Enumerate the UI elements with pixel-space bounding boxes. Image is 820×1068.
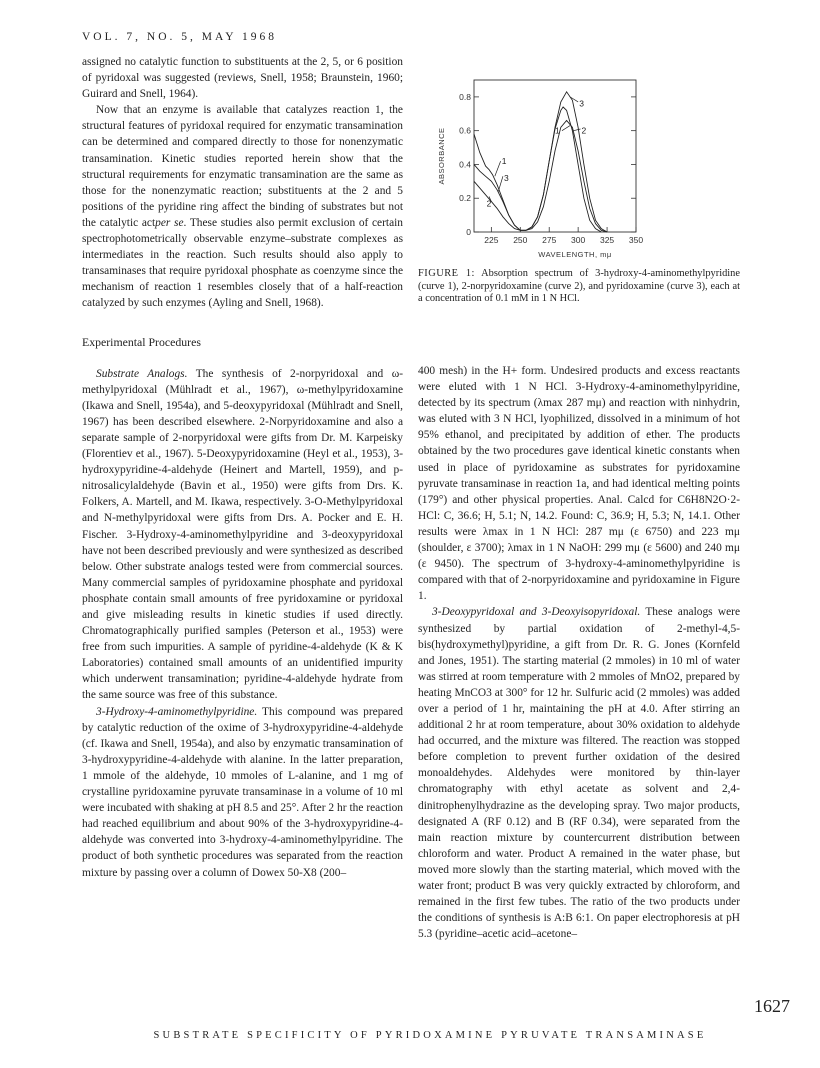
- absorption-spectrum-chart: [418, 66, 738, 262]
- section-heading: Experimental Procedures: [82, 334, 201, 349]
- y-tick-label: 0.6: [459, 125, 471, 136]
- x-tick-label: 300: [571, 235, 586, 245]
- paragraph-title: Substrate Analogs.: [96, 367, 188, 380]
- x-tick-label: 225: [484, 235, 499, 245]
- figure-1: [418, 66, 738, 267]
- plot-frame: [474, 80, 636, 232]
- curve-label: 3: [579, 98, 584, 109]
- running-footer: SUBSTRATE SPECIFICITY OF PYRIDOXAMINE PYRUVATE TRANSAMINASE: [153, 1030, 707, 1041]
- paragraph-title: 3-Hydroxy-4-aminomethylpyridine.: [96, 705, 258, 718]
- paragraph: Substrate Analogs. The synthesis of 2-norpyridoxal and ω-methylpyridoxal (Mühlradt et al., 1967), ω-methylpyridoxamine (Ikawa and Snell, 1954a), and 5-deoxypyridoxal (Mühlradt and Snell, 1967) has been described elsewhere. 2-Norpyridoxamine and also a separate sample of 2-norpyridoxal were gifts from Dr. M. Karpeisky (Florentiev et al., 1967). 5-Deoxypyridoxamine (Heyl et al., 1953), 3-hydroxypyridine-4-aldehyde (Heinert and Martell, 1959), and p-nitrosalicylaldehyde (Bavin et al., 1950) were gifts from Drs. K. Folkers, A. Martell, and M. Ikawa, respectively. 3-O-Methylpyridoxal and N-methylpyridoxal were gifts from Drs. A. Pocker and E. H. Fischer. 3-Hydroxy-4-aminomethylpyridine and 3-deoxypyridoxal have not been described previously and were synthesized as described below. Other substrate analogs tested were from commercial sources. Many commercial samples of pyridoxamine phosphate and pyridoxal phosphate contain small amounts of free pyridoxamine or pyridoxal and give misleading results in kinetic studies if used directly. Chromatographically purified samples (Peterson et al., 1953) were free from such impurities. A sample of pyridine-4-aldehyde (K & K Laboratories) contained small amounts of an unidentified impurity which underwent transamination; pyridine-4-aldehyde hydrate from the same source was free of this substance.: [82, 367, 403, 702]
- y-tick-label: 0.2: [459, 193, 471, 204]
- curve-label-leader: [562, 126, 570, 131]
- curve-label: 3: [504, 172, 509, 183]
- y-tick-label: 0.4: [459, 159, 471, 170]
- right-column: [418, 363, 740, 942]
- x-tick-label: 250: [513, 235, 528, 245]
- curve-label: 1: [554, 125, 560, 136]
- paragraph: Now that an enzyme is available that catalyzes reaction 1, the structural features of pyridoxal required for enzymatic transamination can be determined and compared directly to those for nonenzymatic transamination. Kinetic studies reported herein show that the structural requirements for enzymatic transamination are the same as those for the nonenzymatic reaction; substituents at the 2 and 5 positions of the pyridine ring affect the binding of substrates but not the catalytic actper se. These studies also permit exclusion of certain spectrophotometrically observable enzyme–substrate complexes as intermediates in the reaction. Such results should also apply to transaminases that require pyridoxal phosphate as coenzyme since the mechanism of reaction 1 resembles closely that of a half-reaction catalyzed by such enzymes (Ayling and Snell, 1968).: [82, 104, 403, 310]
- figure-label: FIGURE 1:: [418, 268, 475, 279]
- curve-label: 2: [581, 125, 587, 136]
- x-tick-label: 350: [628, 235, 644, 245]
- curve-label-leader: [495, 161, 501, 176]
- running-head: VOL. 7, NO. 5, MAY 1968: [82, 31, 277, 43]
- curve-2-line: [474, 121, 607, 233]
- paragraph: 400 mesh) in the H+ form. Undesired products and excess reactants were eluted with 1 N HCl. 3-Hydroxy-4-aminomethylpyridine, detected by its spectrum (λmax 287 mμ) and reaction with ninhydrin, was eluted with 3 N HCl, lyophilized, dissolved in a minimum of hot 95% ethanol, and precipitated by addition of ether. The products obtained by the two procedures gave identical kinetic constants when used in place of pyridoxamine as substrates for pyridoxamine pyruvate transaminase in reaction 1a, and had identical melting points (179°) and other physical properties. Anal. Calcd for C6H8N2O·2-HCl: C, 36.6; H, 5.1; N, 14.2. Found: C, 36.9; H, 5.3; N, 14.1. Other results were λmax in 1 N HCl: 287 mμ (ε 6750) and 223 mμ (shoulder, ε 3700); λmax in 1 N NaOH: 299 mμ (ε 5600) and 240 mμ (ε 9450). The spectrum of 3-hydroxy-4-aminomethylpyridine is compared with that of 2-norpyridoxamine and pyridoxamine in Figure 1.: [418, 365, 740, 603]
- y-tick-label: 0.8: [459, 91, 471, 102]
- x-tick-label: 275: [542, 235, 557, 245]
- y-axis-label: ABSORBANCE: [437, 127, 446, 185]
- figure-caption: FIGURE 1: Absorption spectrum of 3-hydroxy-4-aminomethylpyridine (curve 1), 2-norpyridoxamine (curve 2), and pyridoxamine (curve 3), each at a concentration of 0.1 mM in 1 N HCl.: [418, 268, 740, 305]
- paragraph: 3-Deoxypyridoxal and 3-Deoxyisopyridoxal. These analogs were synthesized by partial oxidation of 2-methyl-4,5-bis(hydroxymethyl)pyridine, a gift from Dr. R. G. Jones (Kornfeld and Jones, 1951). The starting material (2 mmoles) in 10 ml of water was stirred at room temperature with 2 mmoles of MnO2, prepared by heating MnCO3 at 300° for 12 hr. Sulfuric acid (2 mmoles) was added over a period of 1 hr, maintaining the pH at 4.0. After stirring an additional 2 hr at room temperature, about 30% oxidation to aldehyde had occurred, and the mixture was filtered. The reaction was stopped before completion to prevent further oxidation of the desired monoaldehydes. Aldehydes were monitored by thin-layer chromatography with ethyl acetate as solvent and 2,4-dinitrophenylhydrazine as the developing spray. Two major products, designated A (RF 0.12) and B (RF 0.34), were separated from the main reaction mixture by countercurrent distribution between chloroform and water. Product A remained in the water phase, but moved more slowly than the starting material, which moved with the water front; product B was very quickly extracted by chloroform, and remained in the first few tubes. The ratio of the two products under the conditions of synthesis is A:B 6:1. On paper electrophoresis at pH 5.3 (pyridine–acetic acid–acetone–: [418, 606, 740, 941]
- page-number: 1627: [754, 996, 790, 1016]
- paragraph: 3-Hydroxy-4-aminomethylpyridine. This compound was prepared by catalytic reduction of the oxime of 3-hydroxypyridine-4-aldehyde (cf. Ikawa and Snell, 1954a), and also by enzymatic transamination of 3-hydroxypyridine-4-aldehyde with alanine. In the latter preparation, 1 mmole of the aldehyde, 10 mmoles of L-alanine, and 1 mg of crystalline pyridoxamine pyruvate transaminase in a volume of 10 ml were incubated with shaking at pH 8.5 and 25°. After 2 hr the reaction had reached equilibrium and about 90% of the 3-hydroxypyridine-4-aldehyde was converted into 3-hydroxy-4-aminomethylpyridine. The product of both synthetic procedures was separated from the reaction mixture by passing over a column of Dowex 50-X8 (200–: [82, 705, 403, 879]
- curve-label: 2: [486, 198, 492, 209]
- paragraph-title: 3-Deoxypyridoxal and 3-Deoxyisopyridoxal.: [432, 606, 641, 619]
- x-axis-label: WAVELENGTH, mμ: [538, 250, 612, 259]
- y-tick-label: 0: [466, 227, 471, 237]
- x-tick-label: 325: [599, 235, 615, 245]
- curve-label: 1: [501, 156, 507, 167]
- paragraph: assigned no catalytic function to substituents at the 2, 5, or 6 position of pyridoxal was suggested (reviews, Snell, 1958; Braunstein, 1960; Guirard and Snell, 1964).: [82, 56, 403, 101]
- curve-label-leader: [498, 176, 503, 191]
- left-column: [82, 54, 403, 881]
- curve-label-leader: [574, 129, 581, 131]
